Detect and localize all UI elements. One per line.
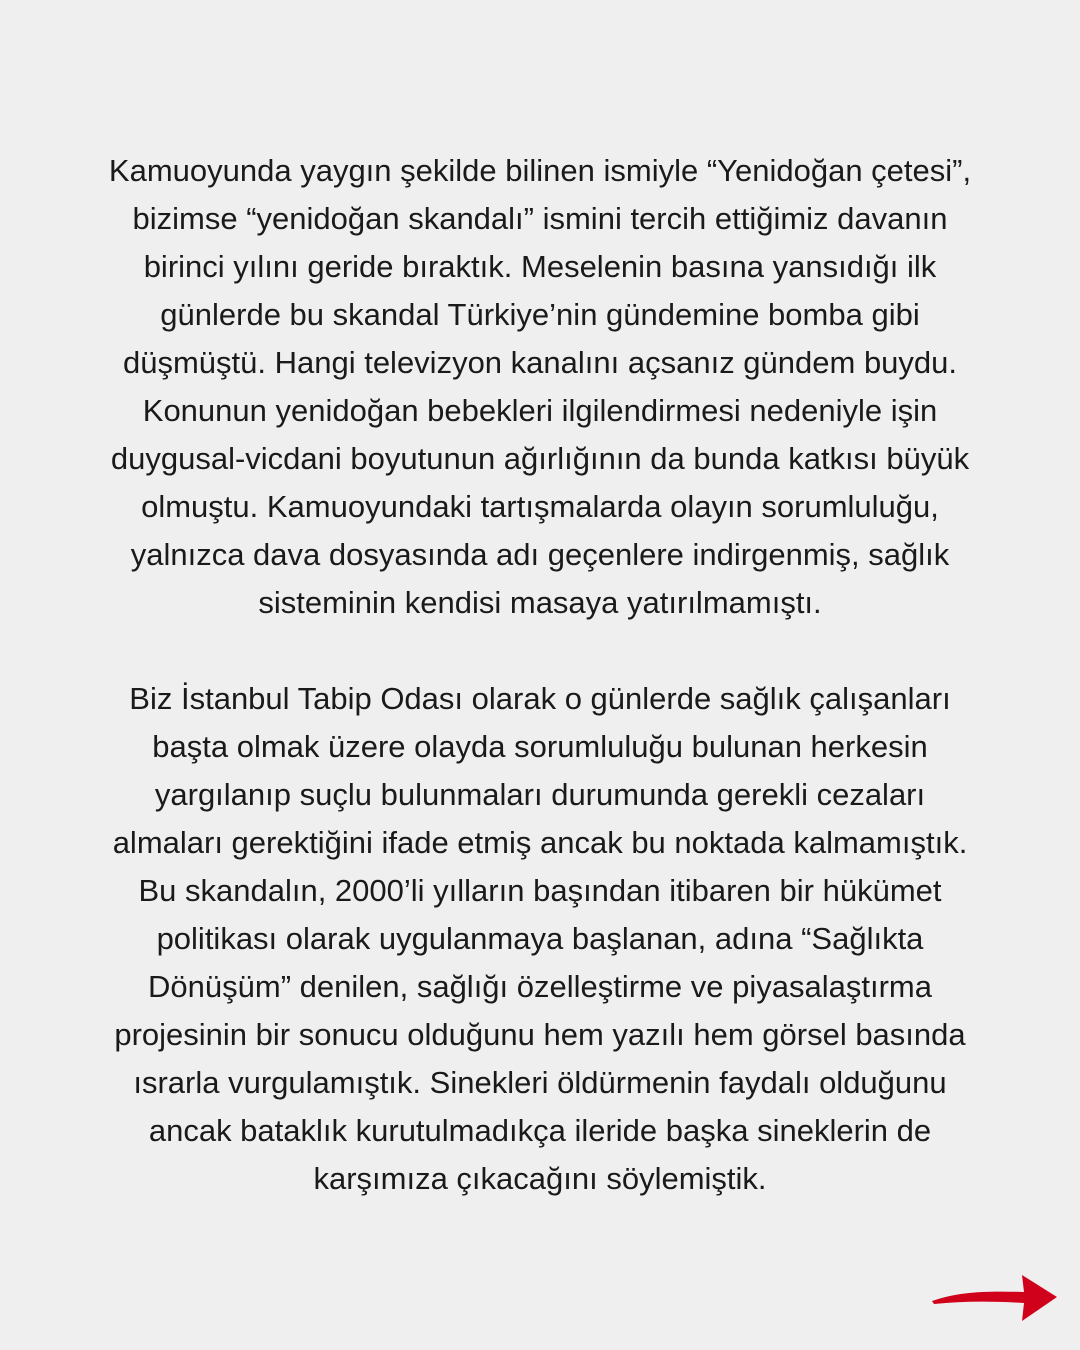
text-line: karşımıza çıkacağını söylemiştik. [313, 1161, 767, 1196]
text-line: projesinin bir sonucu olduğunu hem yazılı hem görsel basında [114, 1017, 966, 1052]
text-line: bizimse “yenidoğan skandalı” ismini tercih ettiğimiz davanın [132, 201, 948, 236]
text-line: almaları gerektiğini ifade etmiş ancak bu noktada kalmamıştık. [112, 825, 968, 860]
text-line: başta olmak üzere olayda sorumluluğu bulunan herkesin [152, 729, 928, 764]
text-line: Konunun yenidoğan bebekleri ilgilendirmesi nedeniyle işin [142, 393, 938, 428]
text-line: yargılanıp suçlu bulunmaları durumunda gerekli cezaları [154, 777, 926, 812]
arrow-shape [932, 1275, 1057, 1321]
text-line: düşmüştü. Hangi televizyon kanalını açsanız gündem buydu. [122, 345, 958, 380]
text-line: birinci yılını geride bıraktık. Meselenin basına yansıdığı ilk [143, 249, 937, 284]
text-line: Bu skandalın, 2000’li yılların başından itibaren bir hükümet [138, 873, 942, 908]
paragraph-1 [50, 147, 1030, 627]
text-line: duygusal-vicdani boyutunun ağırlığının da bunda katkısı büyük [110, 441, 970, 476]
text-line: Biz İstanbul Tabip Odası olarak o günlerde sağlık çalışanları [129, 681, 951, 716]
text-line: sisteminin kendisi masaya yatırılmamıştı. [258, 585, 822, 620]
text-line: Dönüşüm” denilen, sağlığı özelleştirme ve piyasalaştırma [148, 969, 932, 1004]
next-page-button[interactable] [930, 1270, 1060, 1326]
article-text [50, 147, 1030, 1203]
text-line: Kamuoyunda yaygın şekilde bilinen ismiyle “Yenidoğan çetesi”, [108, 153, 972, 188]
right-arrow-icon [930, 1270, 1060, 1326]
text-line: olmuştu. Kamuoyundaki tartışmalarda olayın sorumluluğu, [141, 489, 939, 524]
text-line: yalnızca dava dosyasında adı geçenlere indirgenmiş, sağlık [130, 537, 950, 572]
text-line: politikası olarak uygulanmaya başlanan, adına “Sağlıkta [156, 921, 924, 956]
text-line: günlerde bu skandal Türkiye’nin gündemine bomba gibi [160, 297, 920, 332]
text-line: ancak bataklık kurutulmadıkça ileride başka sineklerin de [148, 1113, 932, 1148]
text-line: ısrarla vurgulamıştık. Sinekleri öldürmenin faydalı olduğunu [133, 1065, 947, 1100]
paragraph-2 [50, 675, 1030, 1203]
